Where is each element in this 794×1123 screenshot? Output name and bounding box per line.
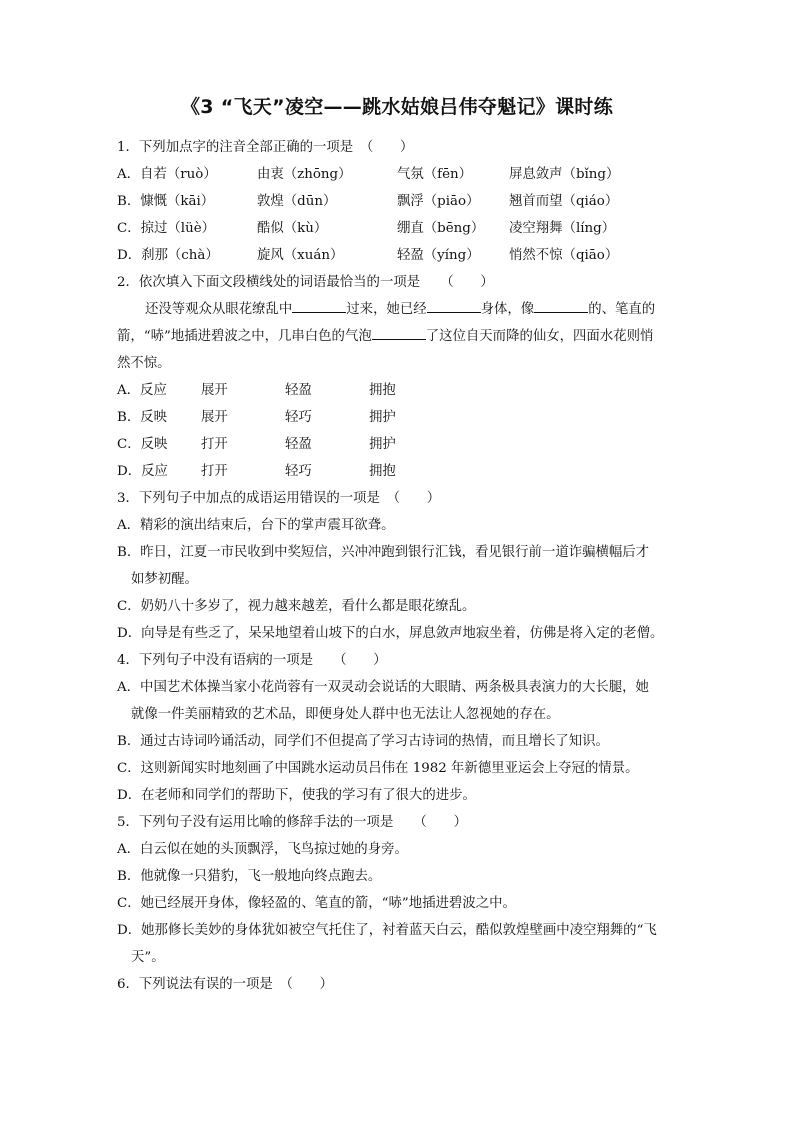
option-cell: 拥护 [369, 437, 396, 452]
question-1-option-a [117, 161, 687, 188]
question-1-option-b [117, 188, 687, 215]
fill-blank-2[interactable] [427, 298, 481, 313]
option-cell: B．反映 [117, 410, 168, 425]
option-cell: 绷直（bēng） [397, 221, 485, 236]
option-cell: 旋风（xuán） [257, 248, 344, 263]
page-title: 《3 “飞天”凌空——跳水姑娘吕伟夺魁记》课时练 [180, 96, 613, 118]
question-3-option-d: D．向导是有些乏了，呆呆地望着山坡下的白水，屏息敛声地寂坐着，仿佛是将入定的老僧。 [117, 626, 664, 641]
passage-text: 身体，像 [480, 302, 535, 317]
question-4-option-d: D．在老师和同学们的帮助下，使我的学习有了很大的进步。 [117, 788, 476, 803]
question-4-stem: 4．下列句子中没有语病的一项是 （ ） [117, 653, 387, 668]
option-cell: B．慷慨（kāi） [117, 194, 215, 209]
passage-text: 的、笔直的 [588, 302, 656, 317]
option-cell: A．自若（ruò） [117, 167, 217, 182]
question-2-passage-line-3: 然不惊。 [117, 356, 171, 371]
passage-text: 箭，“哧”地插进碧波之中，几串白色的气泡 [117, 329, 372, 344]
question-2-stem: 2．依次填入下面文段横线处的词语最恰当的一项是 （ ） [117, 275, 494, 290]
option-cell: 屏息敛声（bǐng） [509, 167, 620, 182]
option-cell: 轻盈（yíng） [397, 248, 480, 263]
option-cell: A．反应 [117, 383, 167, 398]
passage-text: 还没等观众从眼花缭乱中 [145, 302, 293, 317]
question-4-option-a: A．中国艺术体操当家小花尚蓉有一双灵动会说话的大眼睛、两条极具表演力的大长腿，她 [117, 680, 649, 695]
option-cell: 由衷（zhōng） [257, 167, 352, 182]
option-cell: 酷似（kù） [257, 221, 328, 236]
option-cell: 敦煌（dūn） [257, 194, 337, 209]
question-2-passage [117, 296, 687, 323]
question-4-option-b: B．通过古诗词吟诵活动，同学们不但提高了学习古诗词的热情，而且增长了知识。 [117, 734, 609, 749]
question-6-stem: 6．下列说法有误的一项是 （ ） [117, 977, 334, 992]
question-2-option-d [117, 458, 687, 485]
question-3-option-c: C．奶奶八十多岁了，视力越来越差，看什么都是眼花缭乱。 [117, 599, 476, 614]
passage-text: 了这位自天而降的仙女，四面水花则悄 [425, 329, 654, 344]
question-4-option-c: C．这则新闻实时地刻画了中国跳水运动员吕伟在 1982 年新德里亚运会上夺冠的情景。 [117, 761, 639, 776]
question-2-option-a [117, 377, 687, 404]
question-5-option-b: B．他就像一只猎豹，飞一般地向终点跑去。 [117, 869, 382, 884]
option-cell: 展开 [201, 410, 228, 425]
question-3-option-b-continued: 如梦初醒。 [131, 572, 198, 587]
option-cell: 打开 [201, 464, 228, 479]
option-cell: 凌空翔舞（líng） [509, 221, 616, 236]
fill-blank-3[interactable] [534, 298, 588, 313]
question-list [117, 134, 687, 998]
question-5-option-d-continued: 天”。 [131, 950, 165, 965]
option-cell: D．刹那（chà） [117, 248, 219, 263]
option-cell: C．反映 [117, 437, 168, 452]
question-2-option-c [117, 431, 687, 458]
question-5-option-d: D．她那修长美妙的身体犹如被空气托住了，衬着蓝天白云，酷似敦煌壁画中凌空翔舞的“飞 [117, 923, 657, 938]
question-4-option-a-continued: 就像一件美丽精致的艺术品，即便身处人群中也无法让人忽视她的存在。 [131, 707, 560, 722]
question-1-option-c [117, 215, 687, 242]
question-5-stem: 5．下列句子没有运用比喻的修辞手法的一项是 （ ） [117, 815, 467, 830]
option-cell: 轻盈 [285, 383, 312, 398]
question-3-stem: 3．下列句子中加点的成语运用错误的一项是 （ ） [117, 491, 441, 506]
question-2-option-b [117, 404, 687, 431]
option-cell: 轻巧 [285, 410, 312, 425]
option-cell: D．反应 [117, 464, 168, 479]
question-5-option-c: C．她已经展开身体，像轻盈的、笔直的箭，“哧”地插进碧波之中。 [117, 896, 516, 911]
question-1-option-d [117, 242, 687, 269]
option-cell: 飘浮（piāo） [397, 194, 480, 209]
fill-blank-1[interactable] [292, 298, 346, 313]
question-1-stem: 1．下列加点字的注音全部正确的一项是 （ ） [117, 140, 414, 155]
fill-blank-4[interactable] [372, 325, 426, 340]
question-3-option-b: B．昨日，江夏一市民收到中奖短信，兴冲冲跑到银行汇钱，看见银行前一道诈骗横幅后才 [117, 545, 650, 560]
option-cell: 轻巧 [285, 464, 312, 479]
option-cell: 展开 [201, 383, 228, 398]
option-cell: 轻盈 [285, 437, 312, 452]
option-cell: C．掠过（lüè） [117, 221, 216, 236]
option-cell: 翘首而望（qiáo） [509, 194, 619, 209]
option-cell: 拥抱 [369, 383, 396, 398]
option-cell: 打开 [201, 437, 228, 452]
option-cell: 拥护 [369, 410, 396, 425]
question-3-option-a: A．精彩的演出结束后，台下的掌声震耳欲聋。 [117, 518, 395, 533]
passage-text: 过来，她已经 [346, 302, 427, 317]
question-5-option-a: A．白云似在她的头顶飘浮，飞鸟掠过她的身旁。 [117, 842, 408, 857]
option-cell: 拥抱 [369, 464, 396, 479]
question-2-passage-line-2 [117, 323, 687, 350]
option-cell: 悄然不惊（qiāo） [509, 248, 619, 263]
option-cell: 气氛（fēn） [397, 167, 473, 182]
